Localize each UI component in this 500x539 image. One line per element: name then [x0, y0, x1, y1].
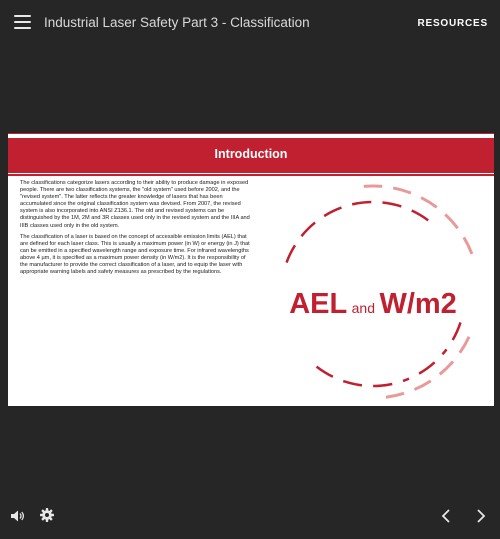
header-bottom-line — [8, 174, 494, 176]
top-bar — [0, 0, 500, 46]
ael-label — [268, 288, 478, 321]
slide-title: Introduction — [214, 147, 288, 161]
and-text: and — [351, 300, 375, 316]
ael-text: AEL — [289, 288, 348, 320]
header-top-line — [8, 133, 494, 134]
gear-icon[interactable] — [40, 508, 54, 522]
slide-content — [8, 133, 494, 406]
body-text — [20, 180, 252, 280]
wm2-text: W/m2 — [379, 288, 457, 320]
speaker-icon[interactable] — [11, 509, 25, 521]
menu-icon[interactable] — [14, 15, 31, 29]
chevron-left-icon[interactable] — [441, 509, 451, 523]
resources-button[interactable]: RESOURCES — [417, 18, 488, 29]
chevron-right-icon[interactable] — [476, 509, 486, 523]
course-title: Industrial Laser Safety Part 3 - Classification — [44, 15, 310, 30]
paragraph-2: The classification of a laser is based on the concept of accessible emission limits (AEL) that are defined for each laser class. This is usually a maximum power (in W) or energy (in J) that can be emitted in a specified wavelength range and exposure time. For infrared wavelengths above 4 µm, it is specified as a maximum power density (in W/m2). It is the responsibility of the manufacturer to provide the correct classification of a laser, and to equip the laser with appropriate warning labels and safety measures as prescribed by the regulations. — [20, 233, 250, 276]
paragraph-1: The classifications categorize lasers according to their ability to produce damage in exposed people. There are two classification systems, the "old system" used before 2002, and the "revised system". The latter reflects the greater knowledge of lasers that has been accumulated since the original classification system was devised. From 2007, the revised system is also incorporated into ANSI Z136.1. The old and revised systems can be distinguished by the 1M, 2M and 3R classes used only in the revised system and the IIIA and IIIB classes used only in the old system. — [20, 180, 250, 229]
